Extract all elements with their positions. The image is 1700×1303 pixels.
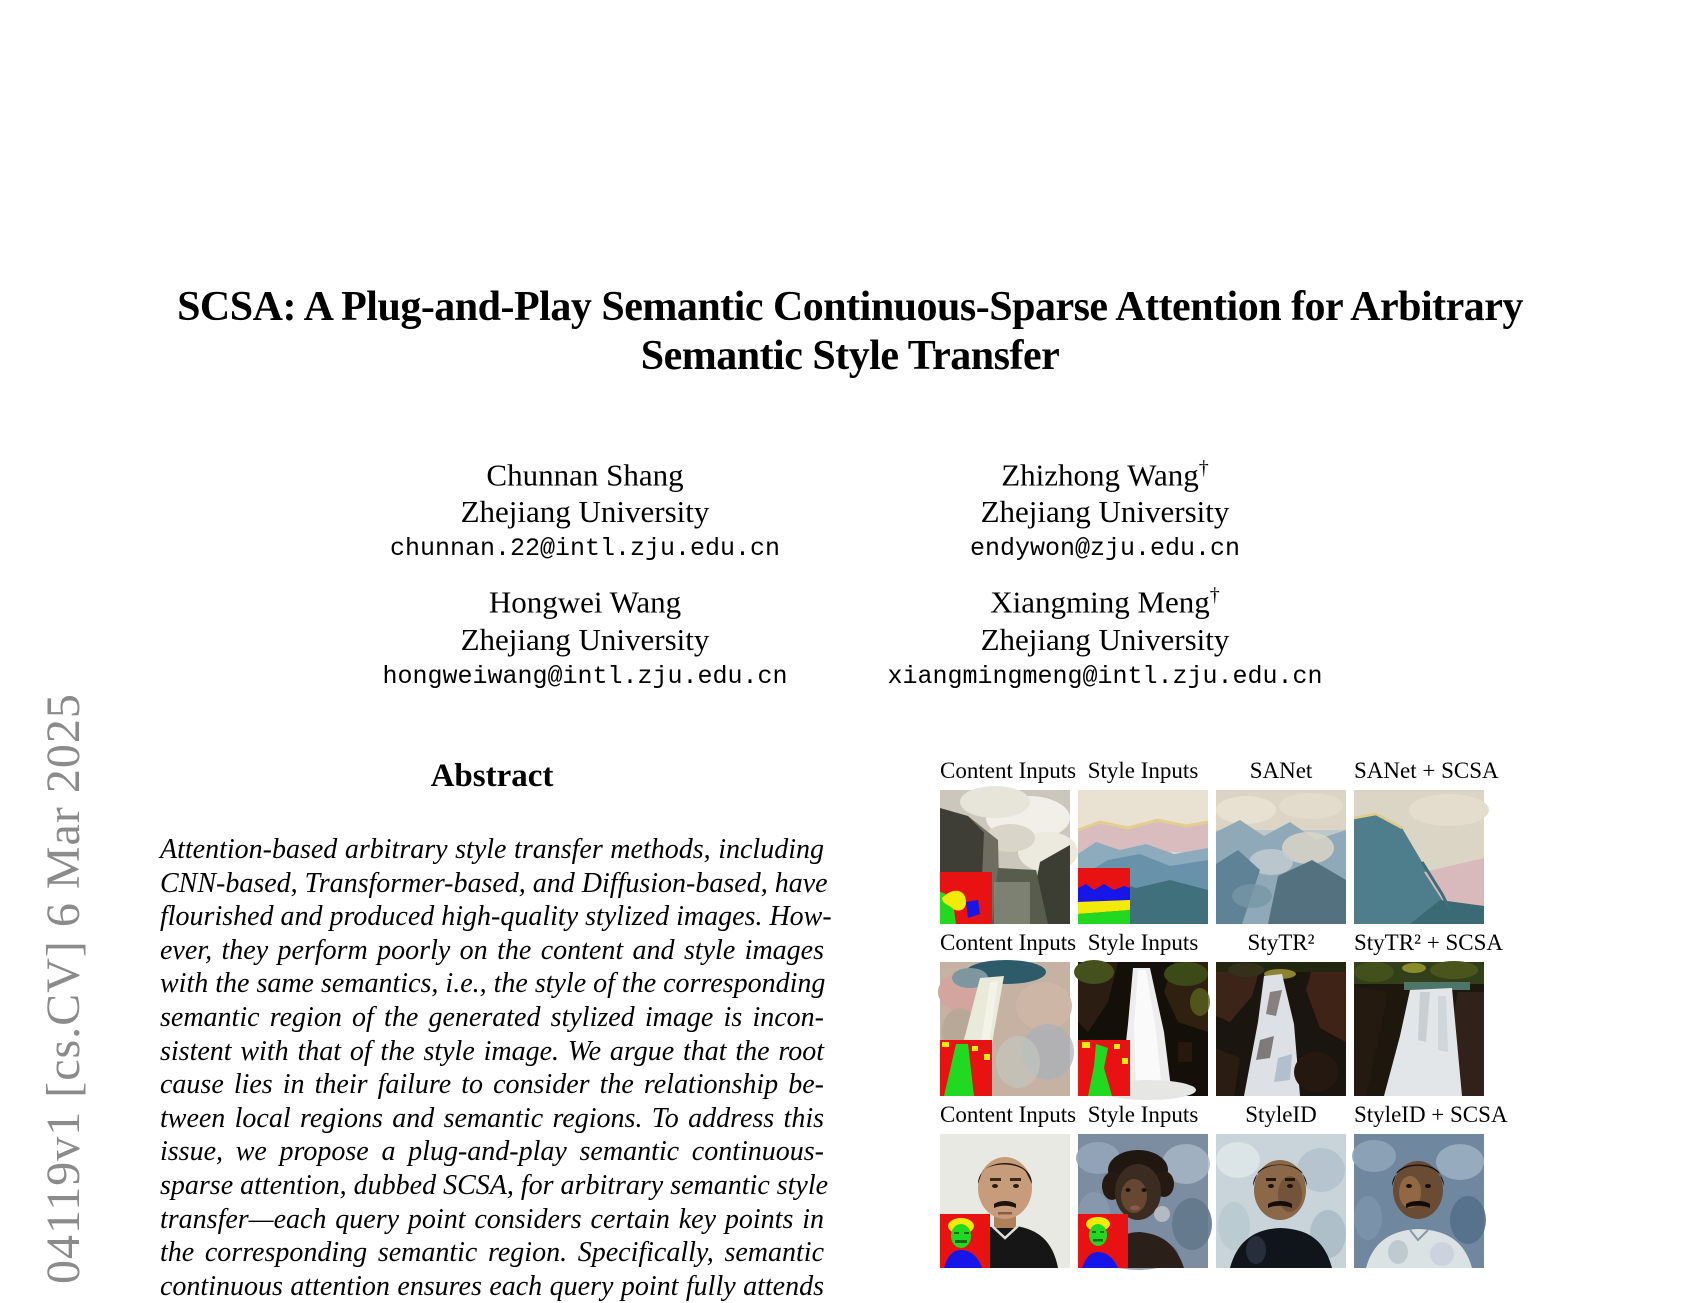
abstract-line: ever, they perform poorly on the content and style images: [160, 934, 824, 966]
abstract-line: transfer—each query point considers certain key points in: [160, 1203, 824, 1235]
author-affiliation: Zhejiang University: [460, 621, 710, 657]
author-email: endywon@zju.edu.cn: [969, 534, 1241, 564]
fig-image-stytr-result: [1216, 962, 1346, 1096]
fig-label-content-3: Content Inputs: [940, 1102, 1077, 1127]
author-email: chunnan.22@intl.zju.edu.cn: [389, 534, 781, 564]
abstract-line: the corresponding semantic region. Specifically, semantic: [160, 1237, 824, 1269]
fig-label-style-1: Style Inputs: [1087, 758, 1199, 783]
figure-row-stytr: [940, 928, 1503, 1096]
author-hongwei-wang: [325, 577, 845, 704]
author-affiliation: Zhejiang University: [980, 621, 1230, 657]
fig-label-content-2: Content Inputs: [940, 930, 1077, 955]
author-dagger: †: [1198, 457, 1209, 479]
fig-label-style-3: Style Inputs: [1087, 1102, 1199, 1127]
fig-label-styleid: StyleID: [1245, 1102, 1317, 1127]
paper-title-line2: Semantic Style Transfer: [640, 333, 1060, 379]
abstract-heading: Abstract: [430, 758, 554, 794]
abstract-body: [160, 833, 832, 1302]
author-name: Hongwei Wang: [488, 584, 682, 620]
author-email: hongweiwang@intl.zju.edu.cn: [382, 661, 788, 691]
abstract-line-clipped: continuous attention ensures each query point fully attends: [160, 1270, 824, 1302]
abstract-line: with the same semantics, i.e., the style of the corresponding: [160, 968, 826, 1000]
fig-label-sanet-scsa: SANet + SCSA: [1354, 758, 1499, 783]
author-name: Xiangming Meng: [990, 584, 1210, 620]
fig-image-mountain-content: [940, 790, 1070, 924]
author-email: xiangmingmeng@intl.zju.edu.cn: [887, 661, 1323, 691]
fig-image-portrait-style: [1078, 1134, 1208, 1268]
abstract-line: sistent with that of the style image. We argue that the root: [160, 1035, 824, 1067]
fig-image-waterfall-style: [1078, 962, 1208, 1096]
author-chunnan-shang: [325, 450, 845, 577]
fig-label-content-1: Content Inputs: [940, 758, 1077, 783]
author-affiliation: Zhejiang University: [980, 494, 1230, 530]
author-block: [325, 450, 1365, 705]
author-xiangming-meng: [845, 577, 1365, 704]
fig-label-style-2: Style Inputs: [1087, 930, 1199, 955]
author-zhizhong-wang: [845, 450, 1365, 577]
paper-title-line1: SCSA: A Plug-and-Play Semantic Continuous-Sparse Attention for Arbitrary: [177, 284, 1523, 330]
fig-image-sanet-result: [1216, 790, 1346, 924]
fig-image-styleid-result: [1216, 1134, 1346, 1268]
paper-title: [0, 283, 1700, 381]
abstract-line: tween local regions and semantic regions. To address this: [160, 1102, 824, 1134]
abstract-line: semantic region of the generated stylized image is incon-: [160, 1001, 824, 1033]
author-affiliation: Zhejiang University: [460, 494, 710, 530]
author-name: Zhizhong Wang: [1001, 457, 1199, 493]
fig-image-waterfall-content: [940, 962, 1070, 1096]
fig-image-stytr-scsa-result: [1354, 962, 1484, 1096]
abstract-line: CNN-based, Transformer-based, and Diffusion-based, have: [160, 867, 828, 899]
abstract-line: cause lies in their failure to consider the relationship be-: [160, 1069, 824, 1101]
fig-label-stytr-scsa: StyTR² + SCSA: [1354, 930, 1503, 955]
fig-image-mountain-style: [1078, 790, 1208, 924]
abstract-line: Attention-based arbitrary style transfer methods, including: [160, 834, 824, 865]
arxiv-watermark: 04119v1 [cs.CV] 6 Mar 2025: [37, 693, 90, 1284]
fig-image-styleid-scsa-result: [1354, 1134, 1484, 1268]
figure-row-styleid: [940, 1100, 1508, 1268]
fig-image-portrait-content: [940, 1134, 1070, 1268]
author-name: Chunnan Shang: [486, 457, 684, 493]
abstract-line: sparse attention, dubbed SCSA, for arbitrary semantic style: [160, 1169, 829, 1201]
fig-label-stytr: StyTR²: [1247, 930, 1315, 955]
author-dagger: †: [1209, 584, 1220, 607]
fig-label-styleid-scsa: StyleID + SCSA: [1354, 1102, 1508, 1127]
abstract-line: issue, we propose a plug-and-play semantic continuous-: [160, 1136, 824, 1168]
fig-label-sanet: SANet: [1249, 758, 1313, 783]
abstract-line: flourished and produced high-quality stylized images. How-: [160, 901, 832, 933]
fig-image-sanet-scsa-result: [1354, 790, 1484, 924]
figure-row-sanet: [940, 756, 1499, 924]
